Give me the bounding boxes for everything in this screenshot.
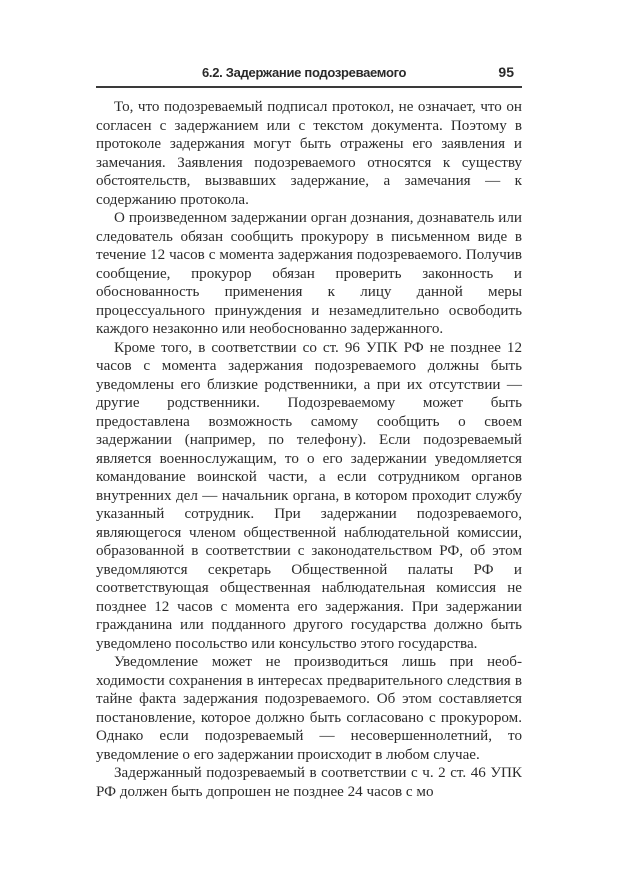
paragraph-2: О произведенном задержании орган дознания, дознаватель или следователь обязан сообщить прокурору в письменном виде в течение 12 часов с момента задержания подозреваемого. Получив сообщение, прокурор обязан проверить законность и обоснованность применения к лицу данной меры процессуального принуждения и незамедлительно освободить каждого незаконно или необоснованно задержанного. [96,210,522,337]
section-title: 6.2. Задержание подозреваемого [202,65,407,80]
paragraph-4: Уведомление может не производиться лишь при необходимости сохранения в интересах предварительного следствия в тайне факта задержания подозреваемого. Об этом составляется постановление, которое должно быть согласовано с прокурором. Однако если подозреваемый — несовершеннолетний, то уведомление о его задержании происходит в любом случае. [96,654,522,763]
paragraph-1: То, что подозреваемый подписал протокол, не означает, что он согласен с задержанием или с текстом документа. Поэтому в протоколе задержания могут быть отражены его заявления и замечания. Заявления подозреваемого относятся к существу обстоятельств, вызвавших задержание, а замечания — к содержанию протокола. [96,99,522,208]
page-number: 95 [498,64,514,80]
paragraph-3: Кроме того, в соответствии со ст. 96 УПК РФ не позднее 12 часов с момента задержания подозреваемого должны быть уведомлены его близкие родственники, а при их отсутствии — другие родственники. Подозреваемому может быть предоставлена возможность самому сообщить о своем задержании (например, по телефону). Если подозреваемый является военнослужащим, то о его задержании уведомляется командование воинской части, а если сотрудником органов внутренних дел — начальник органа, в котором проходит службу указанный сотрудник. При задержании подозреваемого, являющегося членом общественной наблюдательной комиссии, образованной в соответствии с законодательством РФ, об этом уведомляются секретарь Общественной палаты РФ и соответствующая общественная наблюдательная комиссия не позднее 12 часов с момента его задержания. При задержании гражданина или подданного другого государства должно быть уведомлено посольство или консульство этого государства. [96,339,522,652]
body-text [96,98,522,801]
paragraph-5: Задержанный подозреваемый в соответствии с ч. 2 ст. 46 УПК РФ должен быть допрошен не позднее 24 часов с мо [96,765,522,800]
running-header [96,64,522,88]
